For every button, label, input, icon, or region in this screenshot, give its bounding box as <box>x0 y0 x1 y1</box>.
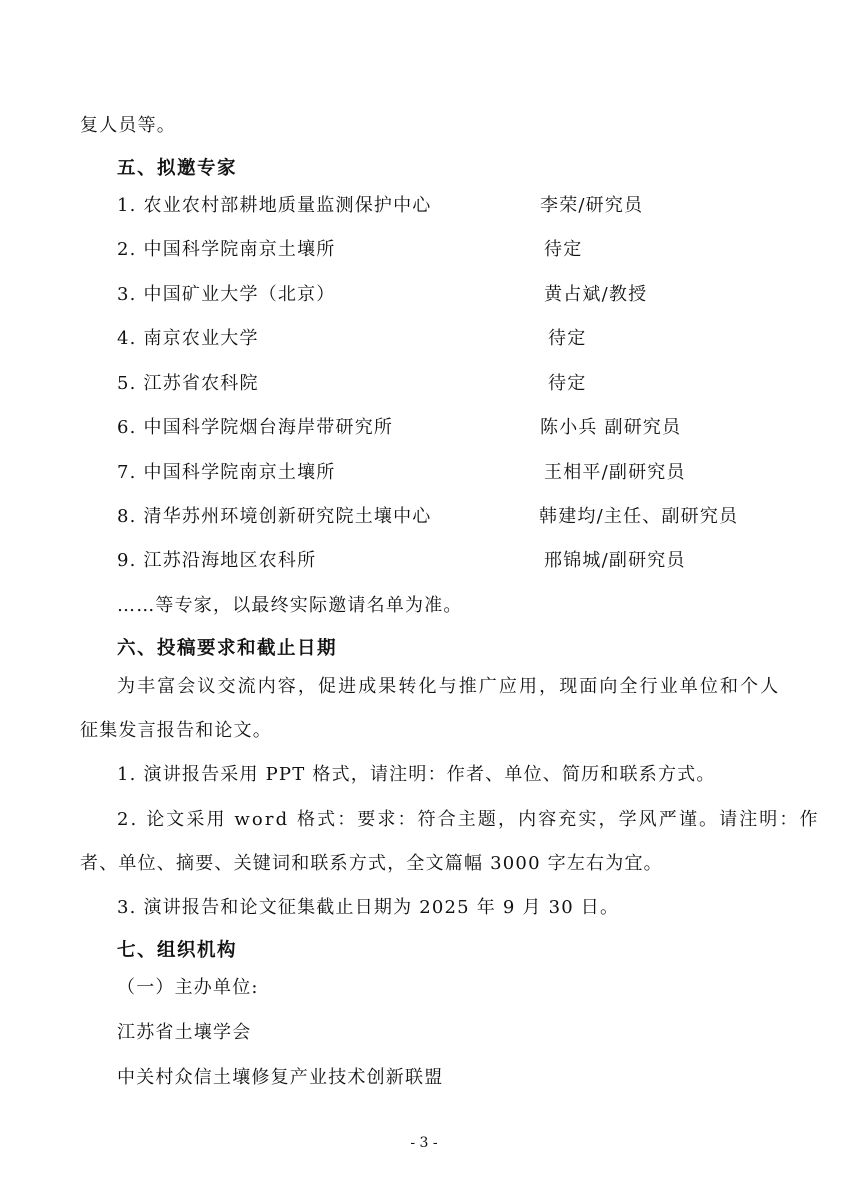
expert-person: 待定 <box>544 239 583 260</box>
expert-person: 黄占斌/教授 <box>544 284 648 305</box>
expert-org: 7. 中国科学院南京土壤所 <box>117 462 336 483</box>
expert-person: 待定 <box>548 373 587 394</box>
expert-person: 王相平/副研究员 <box>544 462 686 483</box>
expert-person: 待定 <box>548 328 587 349</box>
expert-org: 4. 南京农业大学 <box>117 328 259 349</box>
expert-org: 2. 中国科学院南京土壤所 <box>117 239 336 260</box>
expert-person: 邢锦城/副研究员 <box>544 550 686 571</box>
requirement-item-2: 2. 论文采用 word 格式：要求：符合主题，内容充实，学风严谨。请注明：作 <box>117 809 820 830</box>
submission-paragraph: 为丰富会议交流内容，促进成果转化与推广应用，现面向全行业单位和个人 <box>117 676 781 697</box>
intro-tail: 复人员等。 <box>80 115 176 136</box>
section7-heading: 七、组织机构 <box>117 940 238 961</box>
expert-person: 韩建均/主任、副研究员 <box>539 506 739 527</box>
expert-org: 1. 农业农村部耕地质量监测保护中心 <box>117 195 432 216</box>
expert-note: ……等专家，以最终实际邀请名单为准。 <box>117 595 463 616</box>
submission-paragraph-cont: 征集发言报告和论文。 <box>80 720 272 741</box>
organizer-subtitle: （一）主办单位: <box>117 977 259 998</box>
requirement-item-1: 1. 演讲报告采用 PPT 格式，请注明：作者、单位、简历和联系方式。 <box>117 764 716 785</box>
requirement-item-2-cont: 者、单位、摘要、关键词和联系方式，全文篇幅 3000 字左右为宜。 <box>80 853 663 874</box>
expert-person: 陈小兵 副研究员 <box>540 417 682 438</box>
section6-heading: 六、投稿要求和截止日期 <box>117 638 338 659</box>
expert-org: 9. 江苏沿海地区农科所 <box>117 550 317 571</box>
expert-org: 6. 中国科学院烟台海岸带研究所 <box>117 417 394 438</box>
requirement-item-3: 3. 演讲报告和论文征集截止日期为 2025 年 9 月 30 日。 <box>117 897 620 918</box>
section5-heading: 五、拟邀专家 <box>117 158 238 179</box>
organizer-name: 江苏省土壤学会 <box>117 1022 252 1043</box>
page-number: - 3 - <box>410 1135 438 1151</box>
expert-org: 5. 江苏省农科院 <box>117 373 259 394</box>
expert-person: 李荣/研究员 <box>540 195 644 216</box>
organizer-name: 中关村众信土壤修复产业技术创新联盟 <box>117 1067 444 1088</box>
expert-org: 3. 中国矿业大学（北京） <box>117 284 336 305</box>
expert-org: 8. 清华苏州环境创新研究院土壤中心 <box>117 506 432 527</box>
